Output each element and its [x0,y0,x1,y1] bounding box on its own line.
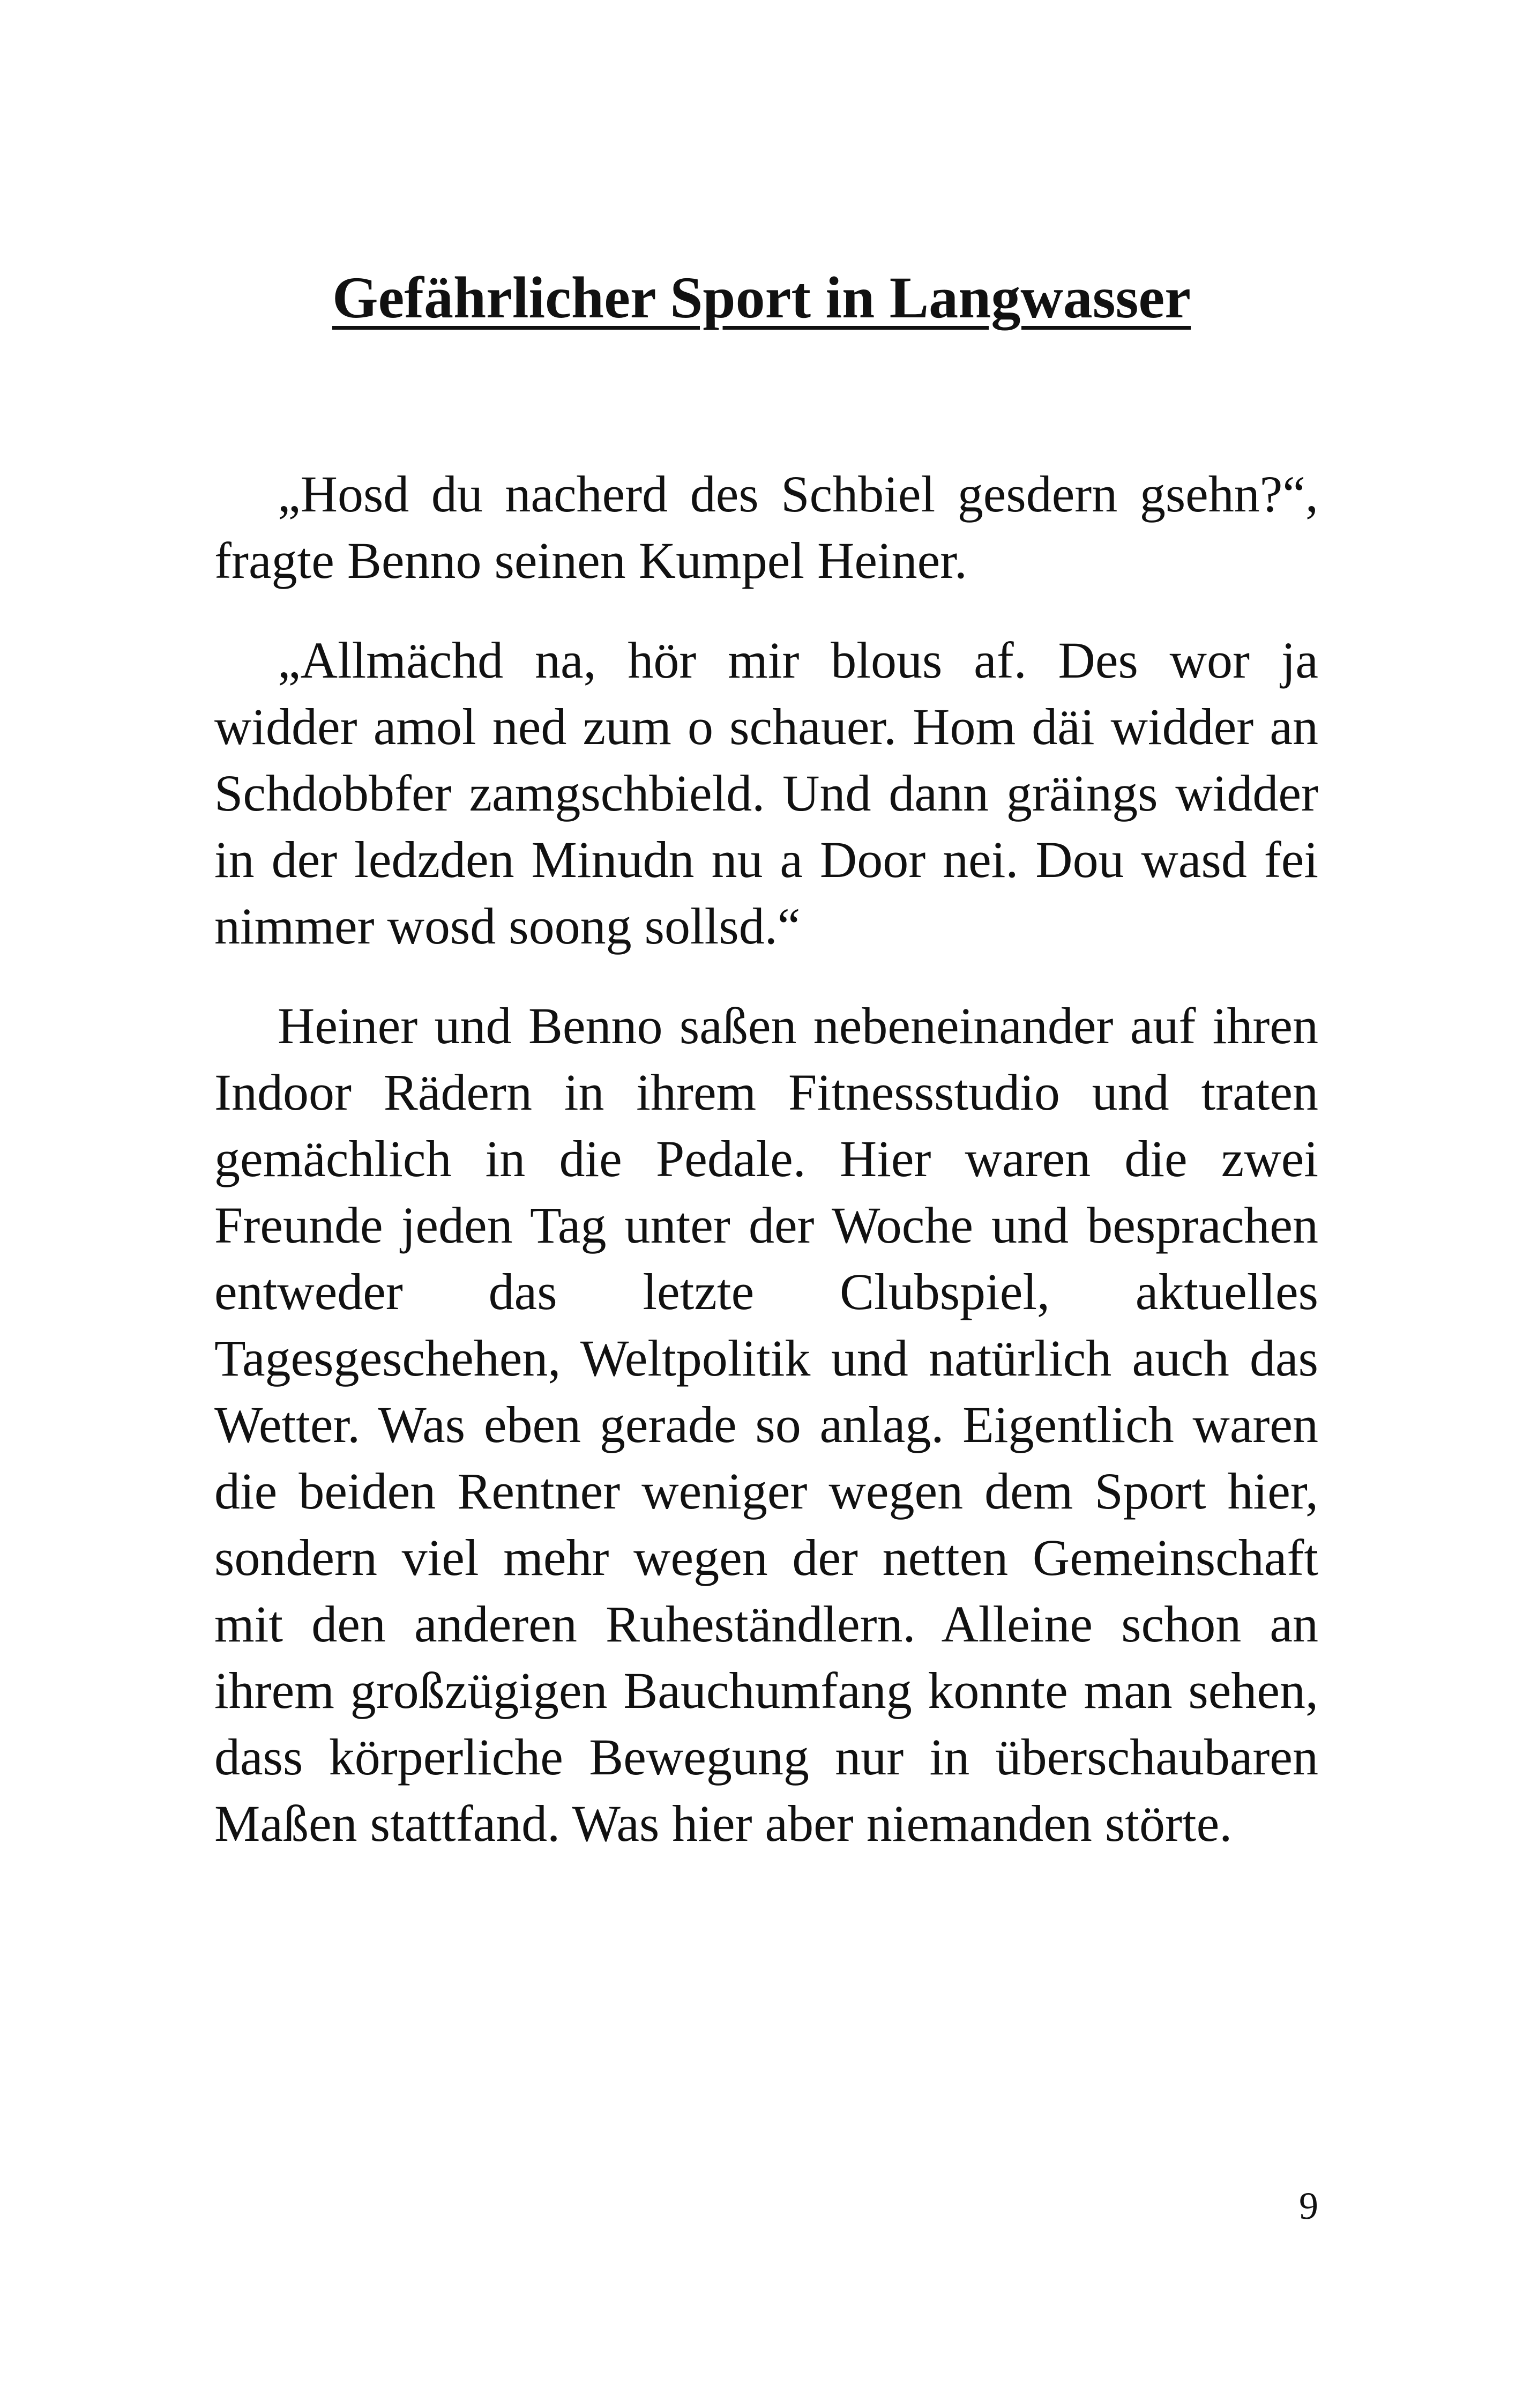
paragraph-2: „Allmächd na, hör mir blous af. Des wor ja widder amol ned zum o schauer. Hom däi widder an Schdobbfer zamgschbield. Und dann gräings widder in der ledzden Minudn nu a Door nei. Dou wasd fei nimmer wosd soong sollsd.“ [214,631,1318,955]
paragraph-1: „Hosd du nacherd des Schbiel gesdern gsehn?“, fragte Benno seinen Kumpel Heiner. [214,465,1318,589]
chapter-title: Gefährlicher Sport in Langwasser [332,265,1191,330]
paragraph-3: Heiner und Benno saßen nebeneinander auf ihren Indoor Rädern in ihrem Fitnessstudio und traten gemächlich in die Pedale. Hier waren die zwei Freunde jeden Tag unter der Woche und besprachen entweder das letzte Clubspiel, aktuelles Tagesgeschehen, Weltpolitik und natürlich auch das Wetter. Was eben gerade so anlag. Eigentlich waren die beiden Rentner weniger wegen dem Sport hier, sondern viel mehr wegen der netten Gemeinschaft mit den anderen Ruheständlern. Alleine schon an ihrem großzügigen Bauchumfang konnte man sehen, dass körperliche Bewegung nur in überschaubaren Maßen stattfand. Was hier aber niemanden störte. [214,997,1318,1852]
page-number: 9 [1299,2184,1318,2227]
chapter-body [214,461,1318,1890]
